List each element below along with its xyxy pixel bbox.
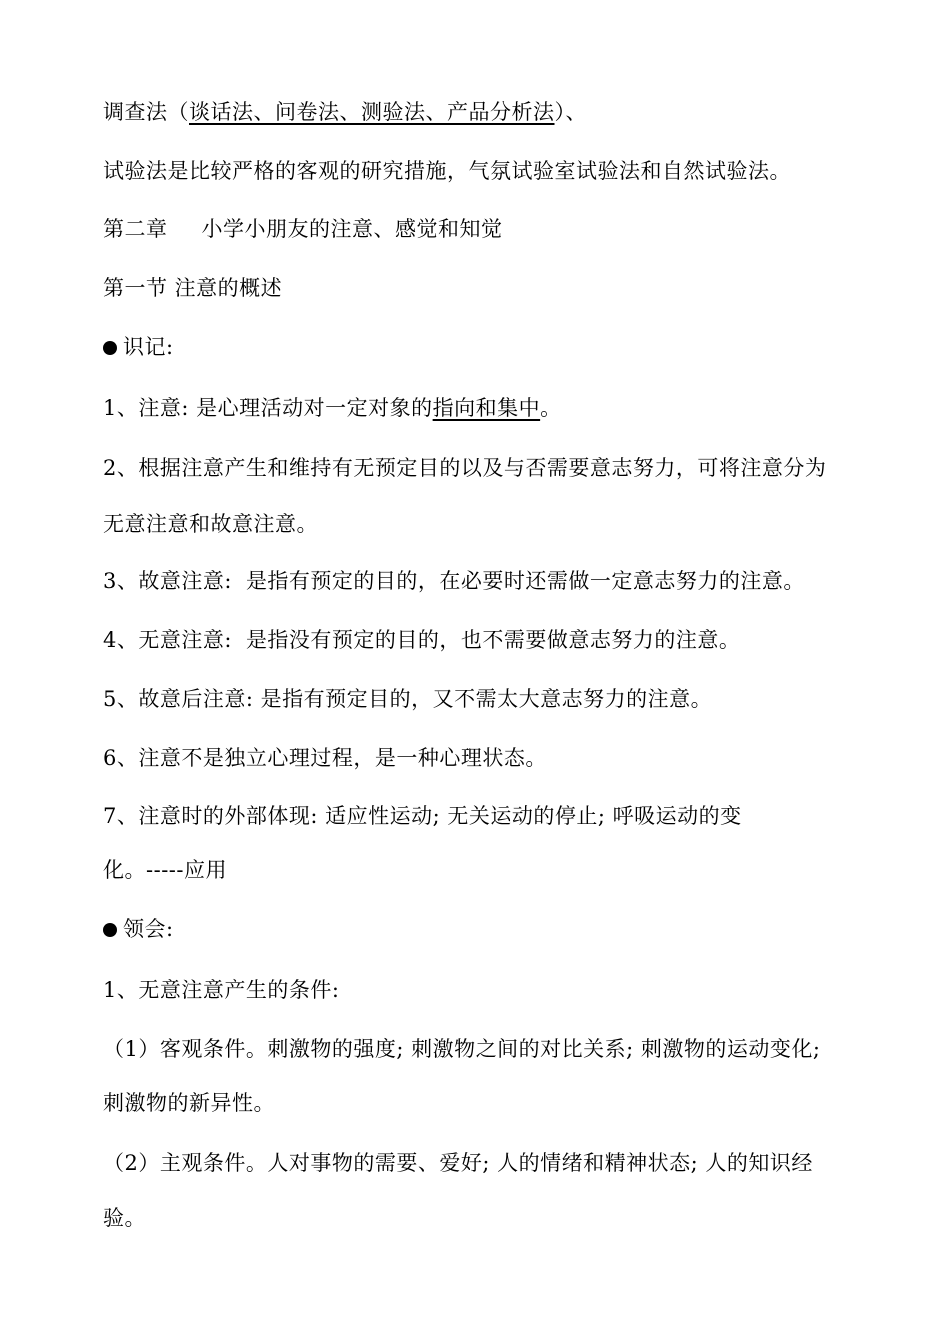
objective-conditions-line-2: 刺激物的新异性。 bbox=[103, 1091, 275, 1115]
section-heading: 第一节 注意的概述 bbox=[103, 276, 283, 300]
attention-state-item: 6、注意不是独立心理过程，是一种心理状态。 bbox=[103, 746, 547, 770]
objective-conditions-line-1: （1）客观条件。刺激物的强度; 刺激物之间的对比关系; 刺激物的运动变化; bbox=[103, 1037, 821, 1061]
definition-attention bbox=[103, 394, 562, 422]
survey-method-suffix: ）、 bbox=[554, 100, 587, 124]
definition-attention-prefix: 1、注意: 是心理活动对一定对象的 bbox=[103, 396, 433, 420]
bullet-icon bbox=[103, 341, 117, 355]
survey-method-line bbox=[103, 98, 587, 126]
memorize-heading bbox=[103, 333, 174, 361]
classification-line-2: 无意注意和故意注意。 bbox=[103, 512, 318, 536]
comprehend-label: 领会: bbox=[123, 917, 174, 941]
external-signs-line-2: 化。-----应用 bbox=[103, 858, 227, 882]
intentional-attention-item bbox=[103, 567, 805, 595]
intentional-attention-term: 3、故意注意: bbox=[103, 569, 232, 593]
memorize-label: 识记: bbox=[123, 335, 174, 359]
chapter-title: 小学小朋友的注意、感觉和知觉 bbox=[201, 217, 503, 241]
classification-line-1: 2、根据注意产生和维持有无预定目的以及与否需要意志努力，可将注意分为 bbox=[103, 456, 827, 480]
conditions-heading: 1、无意注意产生的条件: bbox=[103, 978, 340, 1002]
definition-attention-key: 指向和集中 bbox=[432, 396, 541, 420]
unintentional-attention-term: 4、无意注意: bbox=[103, 628, 232, 652]
intentional-attention-definition: 是指有预定的目的，在必要时还需做一定意志努力的注意。 bbox=[245, 569, 805, 593]
chapter-heading bbox=[103, 215, 503, 243]
unintentional-attention-item bbox=[103, 626, 740, 654]
comprehend-heading bbox=[103, 915, 174, 943]
subjective-conditions-line-2: 验。 bbox=[103, 1206, 146, 1230]
bullet-icon bbox=[103, 923, 117, 937]
external-signs-line-1: 7、注意时的外部体现: 适应性运动; 无关运动的停止; 呼吸运动的变 bbox=[103, 804, 742, 828]
chapter-number: 第二章 bbox=[103, 217, 168, 241]
survey-method-list: 谈话法、问卷法、测验法、产品分析法 bbox=[189, 100, 555, 124]
unintentional-attention-definition: 是指没有预定的目的，也不需要做意志努力的注意。 bbox=[245, 628, 741, 652]
definition-attention-suffix: 。 bbox=[540, 396, 562, 420]
experiment-method-line: 试验法是比较严格的客观的研究措施，气氛试验室试验法和自然试验法。 bbox=[103, 159, 791, 183]
survey-method-prefix: 调查法（ bbox=[103, 100, 189, 124]
subjective-conditions-line-1: （2）主观条件。人对事物的需要、爱好; 人的情绪和精神状态; 人的知识经 bbox=[103, 1151, 813, 1175]
post-intentional-attention-item: 5、故意后注意: 是指有预定目的，又不需太大意志努力的注意。 bbox=[103, 687, 713, 711]
